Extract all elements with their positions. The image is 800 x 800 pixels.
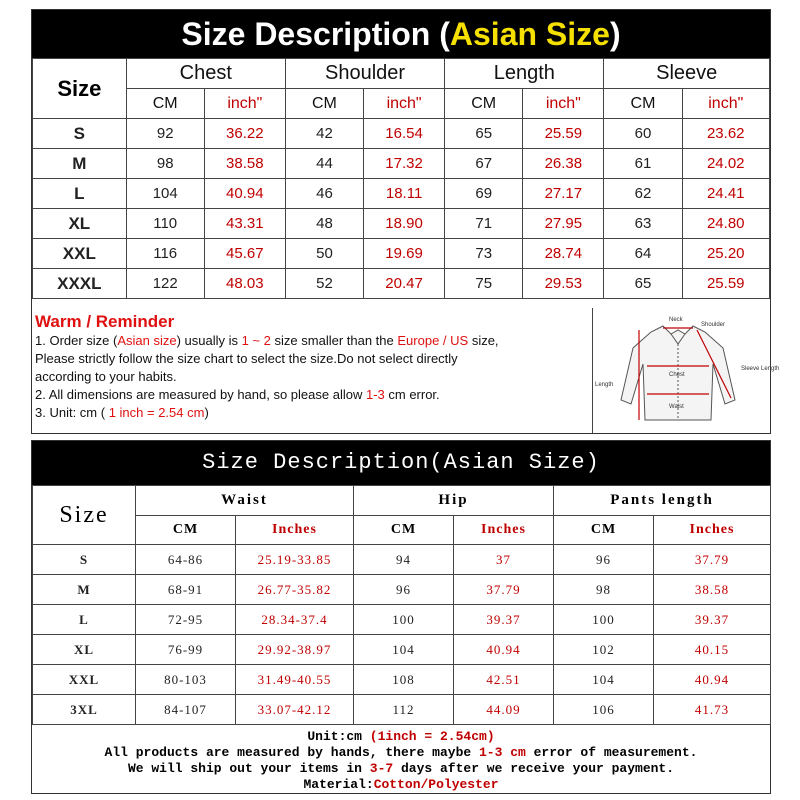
inch-value-cell: 38.58 xyxy=(654,575,771,605)
cm-value-cell: 76-99 xyxy=(136,635,236,665)
inch-value-cell: 27.17 xyxy=(523,179,604,209)
inch-value-cell: 40.15 xyxy=(654,635,771,665)
unit-inch: inch" xyxy=(204,89,285,119)
cm-value-cell: 94 xyxy=(354,545,454,575)
table-row xyxy=(33,605,771,635)
shoulder-header: Shoulder xyxy=(285,59,444,89)
cm-value-cell: 75 xyxy=(445,269,523,299)
cm-value-cell: 80-103 xyxy=(136,665,236,695)
cm-value-cell: 65 xyxy=(445,119,523,149)
inch-value-cell: 19.69 xyxy=(363,239,444,269)
warm-reminder xyxy=(32,308,592,433)
cm-value-cell: 60 xyxy=(604,119,682,149)
diagram-chest-label: Chest xyxy=(669,372,685,378)
waist-header: Waist xyxy=(136,486,354,516)
diagram-neck-label: Neck xyxy=(669,317,683,323)
size-cell: M xyxy=(33,149,127,179)
notes-measure-line: All products are measured by hands, there maybe 1-3 cm error of measurement. xyxy=(104,745,698,760)
shirt-diagram-icon xyxy=(593,308,780,433)
inch-value-cell: 37.79 xyxy=(654,545,771,575)
cm-value-cell: 71 xyxy=(445,209,523,239)
size-cell: S xyxy=(33,545,136,575)
hip-header: Hip xyxy=(354,486,554,516)
cm-value-cell: 92 xyxy=(126,119,204,149)
cm-value-cell: 65 xyxy=(604,269,682,299)
inch-value-cell: 25.59 xyxy=(523,119,604,149)
inch-value-cell: 36.22 xyxy=(204,119,285,149)
unit-inch: inch" xyxy=(363,89,444,119)
pants-notes xyxy=(32,723,770,793)
unit-cm: CM xyxy=(445,89,523,119)
reminder-line-3: according to your habits. xyxy=(35,369,177,384)
table-row xyxy=(33,239,770,269)
table-row xyxy=(33,635,771,665)
inch-value-cell: 48.03 xyxy=(204,269,285,299)
reminder-title: Warm / Reminder xyxy=(35,312,175,331)
inch-value-cell: 28.74 xyxy=(523,239,604,269)
size-cell: XXL xyxy=(33,665,136,695)
cm-value-cell: 63 xyxy=(604,209,682,239)
size-header: Size xyxy=(33,59,127,119)
table-row xyxy=(33,545,771,575)
length-header: Length xyxy=(445,59,604,89)
cm-value-cell: 100 xyxy=(354,605,454,635)
table-row xyxy=(33,575,771,605)
notes-material-line: Material:Cotton/Polyester xyxy=(303,777,499,792)
inch-value-cell: 29.53 xyxy=(523,269,604,299)
cm-value-cell: 64 xyxy=(604,239,682,269)
unit-inch: inch" xyxy=(523,89,604,119)
inch-value-cell: 25.19-33.85 xyxy=(236,545,354,575)
inch-value-cell: 23.62 xyxy=(682,119,770,149)
diagram-waist-label: Waist xyxy=(669,404,684,410)
inch-value-cell: 16.54 xyxy=(363,119,444,149)
unit-cm: CM xyxy=(136,516,236,545)
reminder-line-2: Please strictly follow the size chart to select the size.Do not select directly xyxy=(35,351,458,366)
inch-value-cell: 39.37 xyxy=(454,605,554,635)
table-row xyxy=(33,269,770,299)
table-row xyxy=(33,695,771,725)
size-cell: M xyxy=(33,575,136,605)
inch-value-cell: 25.20 xyxy=(682,239,770,269)
pants-chart-banner: Size Description(Asian Size) xyxy=(32,441,770,485)
inch-value-cell: 40.94 xyxy=(204,179,285,209)
cm-value-cell: 50 xyxy=(285,239,363,269)
inch-value-cell: 27.95 xyxy=(523,209,604,239)
pants-size-table xyxy=(32,485,771,725)
cm-value-cell: 73 xyxy=(445,239,523,269)
inch-value-cell: 26.77-35.82 xyxy=(236,575,354,605)
pants-length-header: Pants length xyxy=(554,486,771,516)
cm-value-cell: 104 xyxy=(554,665,654,695)
cm-value-cell: 98 xyxy=(126,149,204,179)
cm-value-cell: 44 xyxy=(285,149,363,179)
inch-value-cell: 42.51 xyxy=(454,665,554,695)
cm-value-cell: 69 xyxy=(445,179,523,209)
inch-value-cell: 43.31 xyxy=(204,209,285,239)
inch-value-cell: 40.94 xyxy=(454,635,554,665)
inch-value-cell: 29.92-38.97 xyxy=(236,635,354,665)
chest-header: Chest xyxy=(126,59,285,89)
cm-value-cell: 68-91 xyxy=(136,575,236,605)
pants-size-chart xyxy=(31,440,771,794)
inch-value-cell: 31.49-40.55 xyxy=(236,665,354,695)
cm-value-cell: 84-107 xyxy=(136,695,236,725)
shirt-chart-banner: Size Description (Asian Size) xyxy=(32,10,770,58)
asian-size-highlight: Asian Size xyxy=(449,16,610,52)
inch-value-cell: 39.37 xyxy=(654,605,771,635)
cm-value-cell: 72-95 xyxy=(136,605,236,635)
unit-cm: CM xyxy=(126,89,204,119)
cm-value-cell: 116 xyxy=(126,239,204,269)
table-row xyxy=(33,119,770,149)
shirt-measure-diagram xyxy=(592,308,780,433)
notes-shipping-line: We will ship out your items in 3-7 days after we receive your payment. xyxy=(127,761,675,776)
inch-value-cell: 28.34-37.4 xyxy=(236,605,354,635)
cm-value-cell: 98 xyxy=(554,575,654,605)
cm-value-cell: 108 xyxy=(354,665,454,695)
inch-value-cell: 26.38 xyxy=(523,149,604,179)
size-cell: L xyxy=(33,179,127,209)
sleeve-header: Sleeve xyxy=(604,59,770,89)
cm-value-cell: 46 xyxy=(285,179,363,209)
cm-value-cell: 48 xyxy=(285,209,363,239)
cm-value-cell: 102 xyxy=(554,635,654,665)
table-row xyxy=(33,665,771,695)
inch-value-cell: 17.32 xyxy=(363,149,444,179)
cm-value-cell: 67 xyxy=(445,149,523,179)
inch-value-cell: 24.41 xyxy=(682,179,770,209)
unit-cm: CM xyxy=(604,89,682,119)
unit-cm: CM xyxy=(285,89,363,119)
inch-value-cell: 25.59 xyxy=(682,269,770,299)
notes-unit-line: Unit:cm (1inch = 2.54cm) xyxy=(307,729,495,744)
inch-value-cell: 37.79 xyxy=(454,575,554,605)
cm-value-cell: 96 xyxy=(554,545,654,575)
inch-value-cell: 45.67 xyxy=(204,239,285,269)
cm-value-cell: 122 xyxy=(126,269,204,299)
cm-value-cell: 61 xyxy=(604,149,682,179)
unit-cm: CM xyxy=(354,516,454,545)
shirt-size-chart xyxy=(31,9,780,434)
inch-value-cell: 40.94 xyxy=(654,665,771,695)
size-cell: L xyxy=(33,605,136,635)
inch-value-cell: 18.90 xyxy=(363,209,444,239)
unit-inches: Inches xyxy=(236,516,354,545)
reminder-line-4: 2. All dimensions are measured by hand, so please allow 1-3 cm error. xyxy=(35,387,440,402)
inch-value-cell: 18.11 xyxy=(363,179,444,209)
inch-value-cell: 24.80 xyxy=(682,209,770,239)
table-row xyxy=(33,209,770,239)
inch-value-cell: 38.58 xyxy=(204,149,285,179)
size-cell: 3XL xyxy=(33,695,136,725)
size-cell: XL xyxy=(33,209,127,239)
diagram-length-label: Length xyxy=(595,382,614,388)
cm-value-cell: 104 xyxy=(126,179,204,209)
reminder-line-1: 1. Order size (Asian size) usually is 1 ~ 2 size smaller than the Europe / US size, xyxy=(35,333,499,348)
cm-value-cell: 62 xyxy=(604,179,682,209)
inch-value-cell: 20.47 xyxy=(363,269,444,299)
cm-value-cell: 100 xyxy=(554,605,654,635)
table-row xyxy=(33,149,770,179)
inch-value-cell: 44.09 xyxy=(454,695,554,725)
unit-inches: Inches xyxy=(654,516,771,545)
cm-value-cell: 110 xyxy=(126,209,204,239)
size-cell: S xyxy=(33,119,127,149)
reminder-line-5: 3. Unit: cm ( 1 inch = 2.54 cm) xyxy=(35,405,209,420)
diagram-sleeve-label: Sleeve Length xyxy=(741,366,780,372)
size-cell: XXXL xyxy=(33,269,127,299)
cm-value-cell: 106 xyxy=(554,695,654,725)
size-header: Size xyxy=(33,486,136,545)
unit-cm: CM xyxy=(554,516,654,545)
inch-value-cell: 33.07-42.12 xyxy=(236,695,354,725)
cm-value-cell: 112 xyxy=(354,695,454,725)
size-cell: XL xyxy=(33,635,136,665)
inch-value-cell: 41.73 xyxy=(654,695,771,725)
diagram-shoulder-label: Shoulder xyxy=(701,322,726,328)
table-row xyxy=(33,179,770,209)
cm-value-cell: 64-86 xyxy=(136,545,236,575)
unit-inches: Inches xyxy=(454,516,554,545)
size-cell: XXL xyxy=(33,239,127,269)
cm-value-cell: 52 xyxy=(285,269,363,299)
inch-value-cell: 37 xyxy=(454,545,554,575)
cm-value-cell: 96 xyxy=(354,575,454,605)
inch-value-cell: 24.02 xyxy=(682,149,770,179)
unit-inch: inch" xyxy=(682,89,770,119)
cm-value-cell: 42 xyxy=(285,119,363,149)
cm-value-cell: 104 xyxy=(354,635,454,665)
shirt-size-table xyxy=(32,58,770,299)
